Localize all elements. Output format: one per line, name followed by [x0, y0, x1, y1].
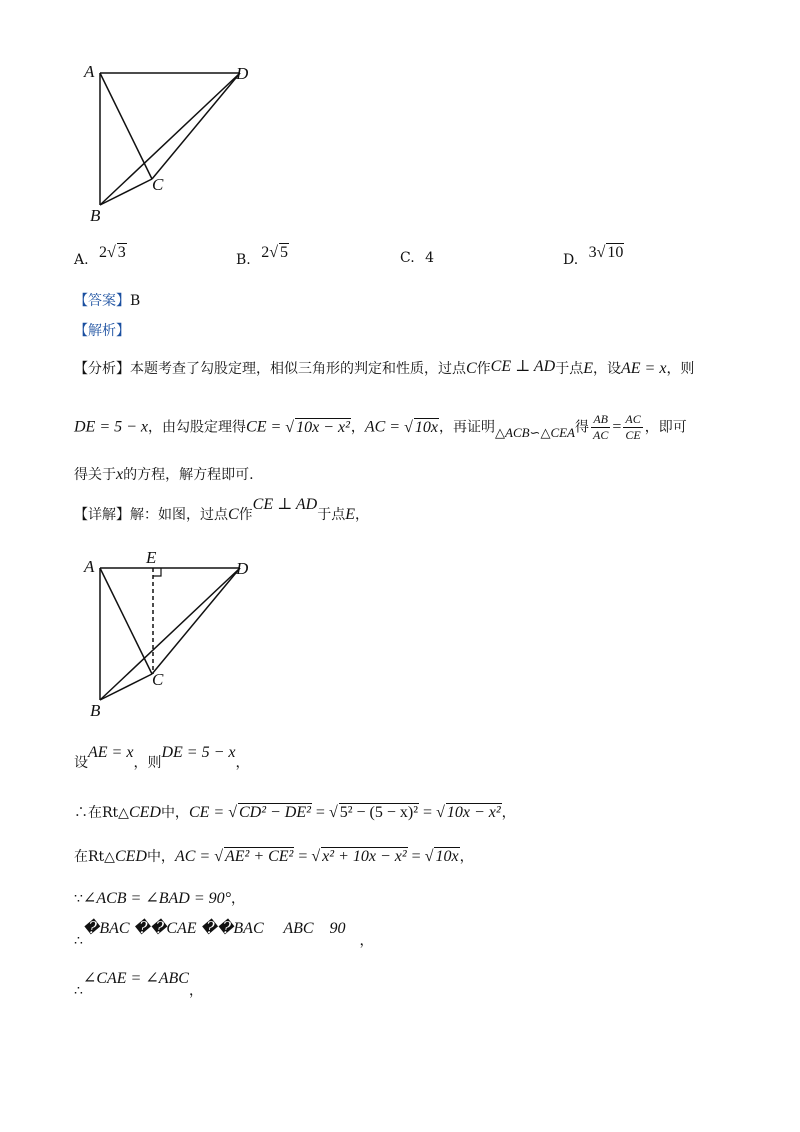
segment-bc — [100, 674, 152, 700]
text: 设 — [74, 755, 88, 771]
fraction-denominator: AC — [593, 428, 609, 442]
label-a: A — [84, 62, 95, 81]
option-letter: C. — [400, 250, 415, 266]
option-d[interactable]: D. 3√ 10 — [563, 244, 624, 268]
text: ， — [350, 419, 365, 436]
option-radicand: 3 — [117, 244, 126, 261]
answer-tag: 【答案】 — [74, 293, 130, 309]
option-letter: D. — [563, 252, 579, 268]
analysis-line-1 — [74, 358, 694, 378]
text: 的方程，解方程即可. — [123, 467, 254, 483]
text: 解：如图，过点 — [130, 507, 228, 523]
label-d: D — [236, 559, 249, 578]
point-e: E — [583, 360, 593, 377]
math-radicand: 10x — [435, 848, 459, 865]
text: 中， — [146, 849, 175, 865]
text: ，即可 — [644, 419, 687, 436]
option-c[interactable] — [400, 250, 434, 266]
math-radicand: 10x − x² — [296, 418, 350, 436]
math-garbled-expression: �BAC ��CAE ��BAC ABC 90 — [82, 920, 346, 937]
text: Rt△ — [102, 805, 129, 821]
text: ，则 — [133, 755, 162, 771]
math-triangle-ced: CED — [114, 848, 147, 865]
step-1 — [74, 742, 250, 771]
text: Rt△ — [88, 849, 115, 865]
segment-bd — [100, 568, 240, 700]
equals-sign: = — [612, 418, 622, 436]
math-triangle-ced: CED — [128, 804, 161, 821]
fraction-numerator: AC — [625, 412, 641, 426]
text: 中， — [160, 805, 189, 821]
option-radicand: 5 — [279, 244, 288, 261]
text: ， — [354, 507, 369, 523]
text: 作 — [238, 507, 253, 523]
label-b: B — [90, 701, 101, 720]
math-ce-lhs: CE = — [188, 804, 229, 821]
step-5 — [74, 918, 374, 949]
analysis-line-2: DE = 5 − x，由勾股定理得CE = √ 10x − x²，AC = √ 10x，再证明△ACB∽△CEA得 $\frac{AB}{AC}$ = $\frac{AC}{CE}$ ，即可 — [74, 412, 687, 442]
option-value: 4 — [425, 250, 435, 266]
text: 得关于 — [74, 467, 116, 483]
detail-tag: 【详解】 — [74, 507, 130, 523]
point-e: E — [345, 506, 355, 523]
figure-1-triangle-diagram — [78, 58, 268, 228]
math-similar-triangles: △ACB∽△CEA — [495, 424, 575, 440]
equals-sign: = — [294, 848, 312, 865]
analysis-line-3 — [74, 464, 254, 484]
segment-bd — [100, 73, 240, 205]
step-4 — [74, 888, 245, 908]
equals-sign: = — [419, 804, 437, 821]
variable-x: x — [116, 466, 124, 483]
text: 于点 — [317, 507, 346, 523]
text: ， — [501, 805, 516, 821]
jiexi-tag: 【解析】 — [74, 323, 130, 339]
equals-sign: = — [311, 804, 329, 821]
fraction-denominator: CE — [625, 428, 641, 442]
text: ， — [235, 755, 250, 771]
fraction-numerator: AB — [591, 412, 610, 428]
answer-value: B — [130, 293, 141, 309]
segment-bc — [100, 179, 152, 205]
text: ，由勾股定理得 — [148, 419, 247, 436]
figure-2-triangle-diagram — [78, 548, 268, 724]
because-symbol: ∵ — [74, 891, 83, 907]
answer-line — [74, 290, 140, 310]
math-radicand: x² + 10x − x² — [322, 848, 407, 865]
math-radicand: 5² − (5 − x)² — [339, 804, 419, 821]
math-radicand: CD² − DE² — [238, 804, 311, 821]
option-a[interactable]: A. 2√ 3 — [74, 244, 126, 268]
label-d: D — [236, 64, 249, 83]
math-angle-expression: ∠CAE = ∠ABC — [82, 970, 189, 987]
equals-sign: = — [407, 848, 425, 865]
math-ce-lhs: CE = — [246, 418, 286, 436]
text: ，再证明 — [439, 419, 495, 436]
label-b: B — [90, 206, 101, 225]
text: ∴在 — [74, 805, 102, 821]
option-letter: B. — [236, 252, 251, 268]
text: ， — [188, 983, 203, 999]
label-c: C — [152, 175, 164, 194]
right-angle-mark — [153, 568, 161, 576]
text: 在 — [74, 849, 88, 865]
option-coef: 2 — [261, 244, 270, 261]
text: 作 — [476, 361, 491, 377]
math-de-eq: DE = 5 − x — [74, 418, 149, 436]
math-ae-eq-x: AE = x — [88, 744, 134, 761]
option-coef: 3 — [588, 244, 597, 261]
text: ， — [359, 933, 374, 949]
math-ae-eq-x: AE = x — [620, 360, 667, 377]
step-2: ∴在Rt△CED中，CE = √ CD² − DE² = √ 5² − (5 − x)² = √ 10x − x²， — [74, 804, 516, 821]
option-b[interactable]: B. 2√ 5 — [236, 244, 288, 268]
math-radicand: 10x − x² — [446, 804, 501, 821]
point-c: C — [466, 360, 477, 377]
math-ac-lhs: AC = — [174, 848, 215, 865]
segment-cd — [152, 568, 240, 674]
option-coef: 2 — [99, 244, 108, 261]
text: ， — [459, 849, 474, 865]
math-de-eq: DE = 5 − x — [161, 744, 236, 761]
math-radicand: AE² + CE² — [224, 848, 294, 865]
text: 得 — [575, 419, 589, 436]
point-c: C — [228, 506, 239, 523]
label-a: A — [84, 557, 95, 576]
segment-cd — [152, 73, 240, 179]
text: ，则 — [666, 361, 695, 377]
math-ce-perp-ad: CE ⊥ AD — [490, 358, 556, 375]
step-3: 在Rt△CED中，AC = √ AE² + CE² = √ x² + 10x − x² = √ 10x， — [74, 848, 474, 865]
text: ， — [231, 891, 246, 907]
therefore-symbol: ∴ — [74, 983, 83, 999]
math-radicand: 10x — [414, 418, 438, 436]
label-c: C — [152, 670, 164, 689]
analysis-tag: 【分析】 — [74, 361, 130, 377]
detail-line-1 — [74, 496, 369, 524]
math-ce-perp-ad: CE ⊥ AD — [252, 496, 318, 513]
option-letter: A. — [74, 252, 89, 268]
option-radicand: 10 — [607, 244, 624, 261]
step-6 — [74, 968, 203, 999]
label-e: E — [146, 548, 157, 567]
math-ac-lhs: AC = — [364, 418, 405, 436]
text: 本题考查了勾股定理，相似三角形的判定和性质，过点 — [130, 361, 466, 377]
text: 于点 — [555, 361, 584, 377]
text: ，设 — [592, 361, 621, 377]
therefore-symbol: ∴ — [74, 933, 83, 949]
math-angle-expression: ∠ACB = ∠BAD = 90° — [82, 890, 232, 907]
